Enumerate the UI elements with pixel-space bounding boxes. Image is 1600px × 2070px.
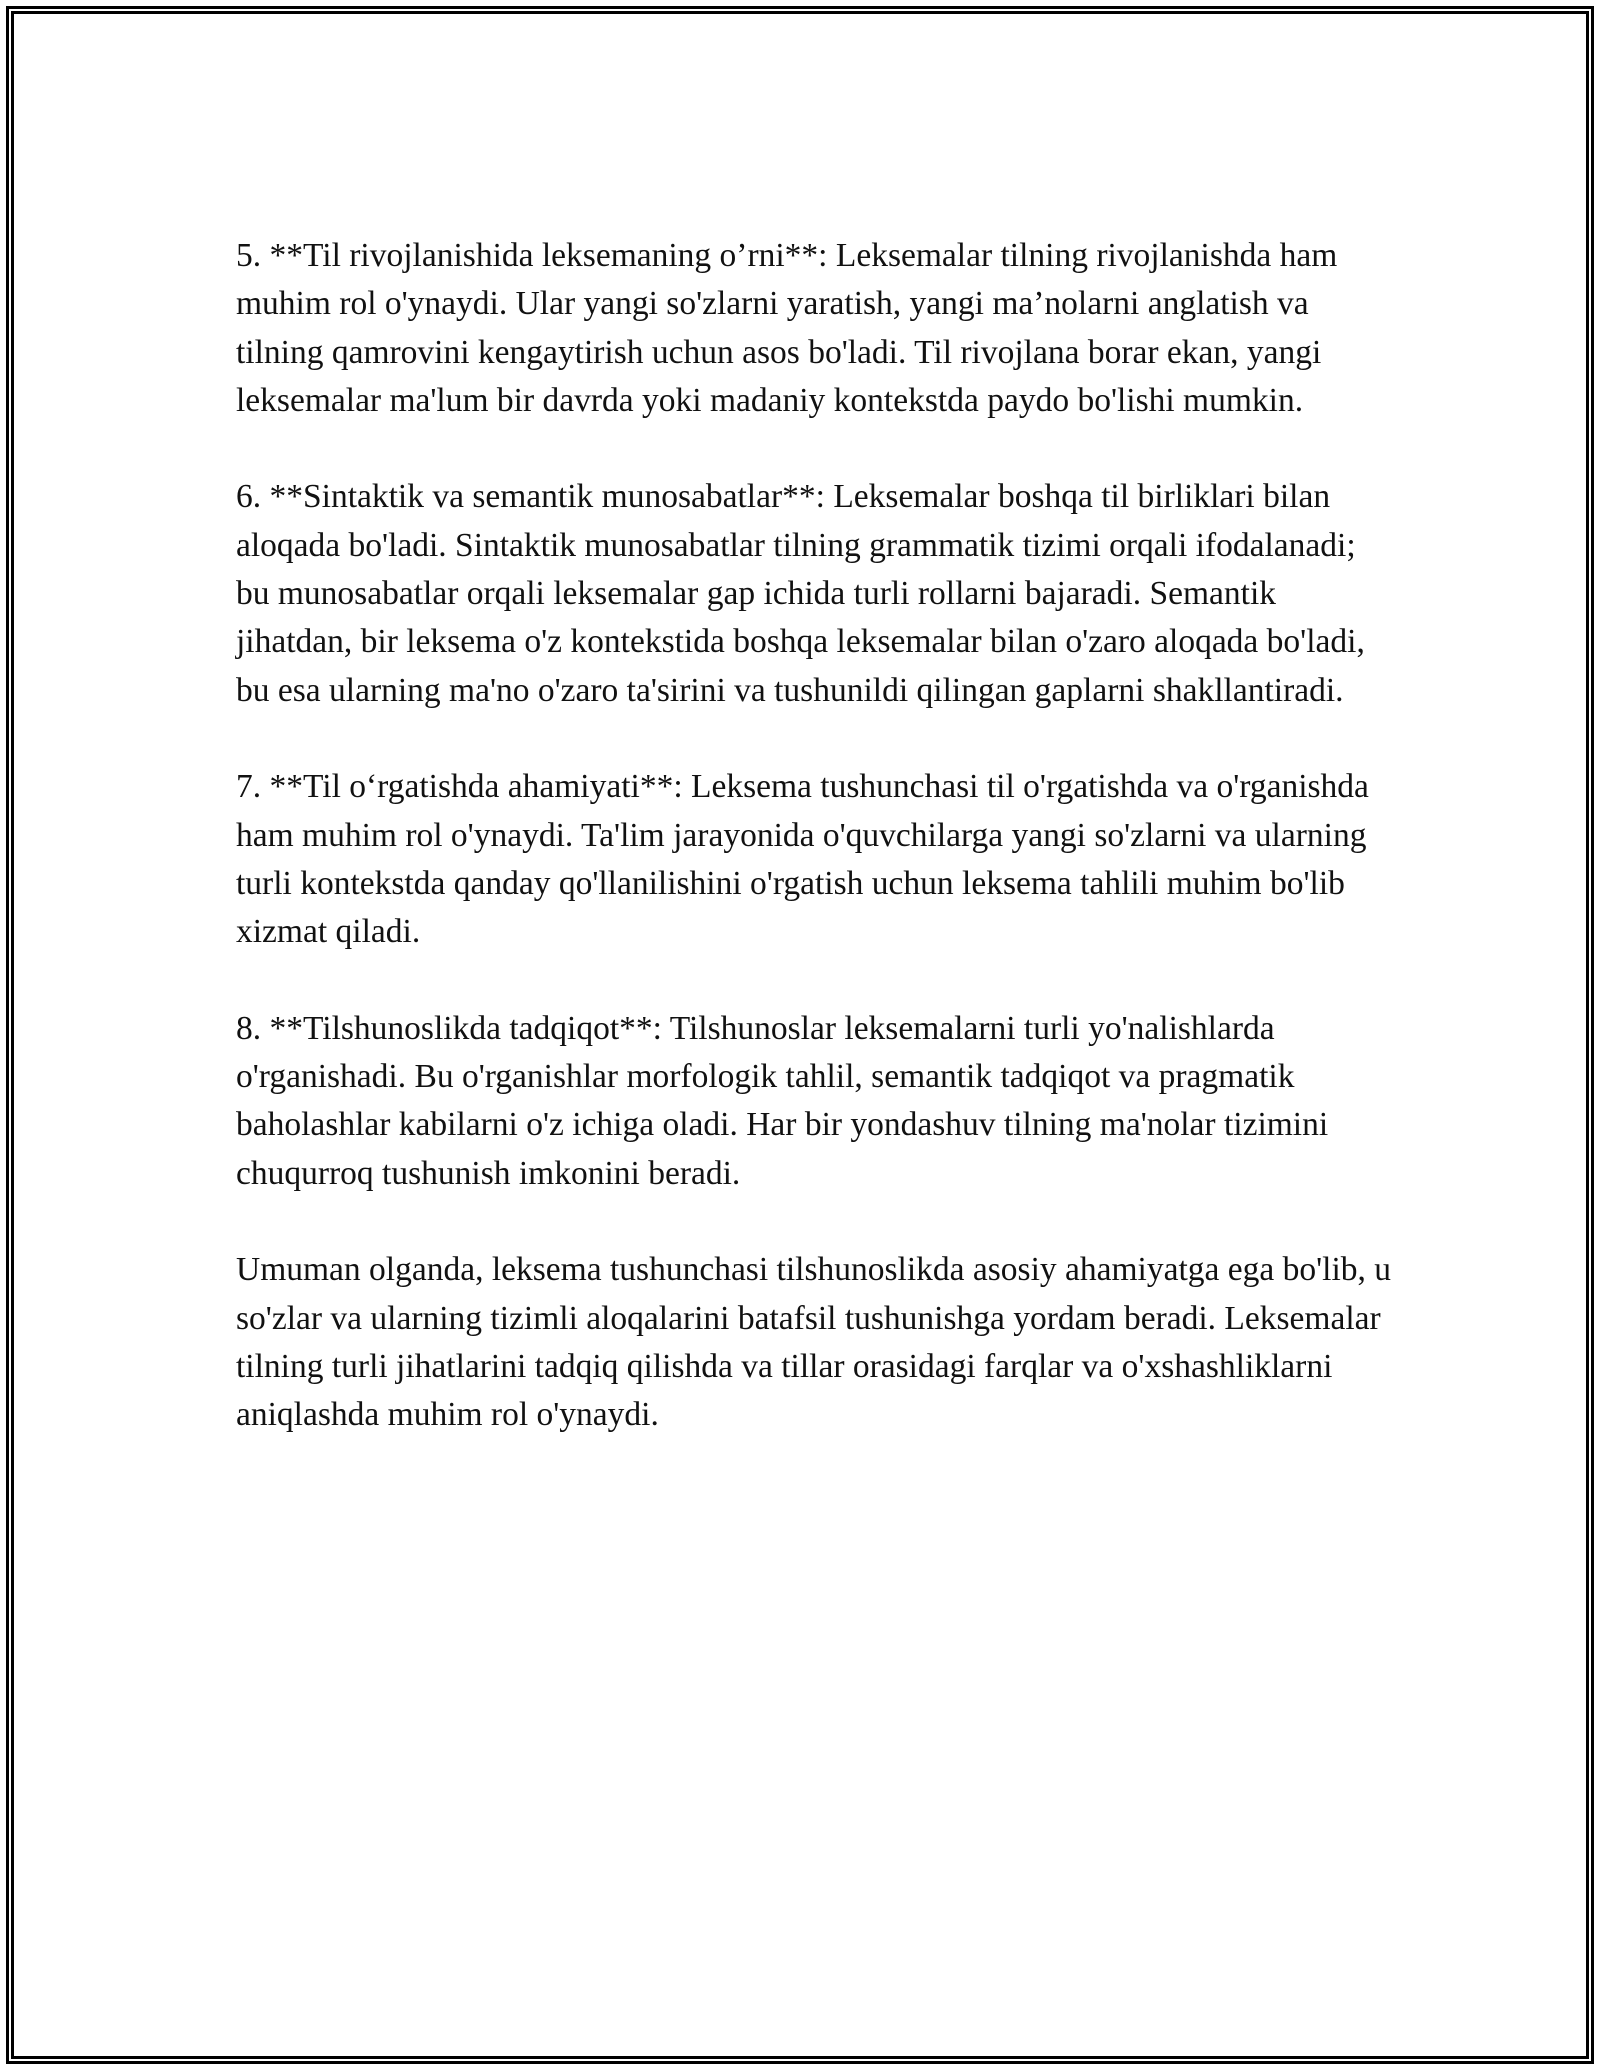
paragraph-5-language-development: 5. **Til rivojlanishida leksemaning o’rni**: Leksemalar tilning rivojlanishda ham muhim rol o'ynaydi. Ular yangi so'zlarni yaratish, yangi ma’nolarni anglatish va tilning qamrovini kengaytirish uchun asos bo'ladi. Til rivojlana borar ekan, yangi leksemalar ma'lum bir davrda yoki madaniy kontekstda paydo bo'lishi mumkin. bbox=[236, 237, 1338, 419]
paragraph-7-teaching-importance: 7. **Til o‘rgatishda ahamiyati**: Leksema tushunchasi til o'rgatishda va o'rganishda ham muhim rol o'ynaydi. Ta'lim jarayonida o'quvchilarga yangi so'zlarni va ularning turli kontekstda qanday qo'llanilishini o'rgatish uchun leksema tahlili muhim bo'lib xizmat qiladi. bbox=[236, 768, 1369, 951]
paragraph-8-linguistics-research: 8. **Tilshunoslikda tadqiqot**: Tilshunoslar leksemalarni turli yo'nalishlarda o'rganishadi. Bu o'rganishlar morfologik tahlil, semantik tadqiqot va pragmatik baholashlar kabilarni o'z ichiga oladi. Har bir yondashuv tilning ma'nolar tizimini chuqurroq tushunish imkonini beradi. bbox=[236, 1009, 1329, 1192]
paragraph-conclusion: Umuman olganda, leksema tushunchasi tilshunoslikda asosiy ahamiyatga ega bo'lib, u so'zlar va ularning tizimli aloqalarini batafsil tushunishga yordam beradi. Leksemalar tilning turli jihatlarini tadqiq qilishda va tillar orasidagi farqlar va o'xshashliklarni aniqlashda muhim rol o'ynaydi. bbox=[236, 1251, 1392, 1434]
document-body bbox=[236, 232, 1396, 1488]
paragraph-6-syntactic-semantic: 6. **Sintaktik va semantik munosabatlar**: Leksemalar boshqa til birliklari bilan aloqada bo'ladi. Sintaktik munosabatlar tilning grammatik tizimi orqali ifodalanadi; bu munosabatlar orqali leksemalar gap ichida turli rollarni bajaradi. Semantik jihatdan, bir leksema o'z kontekstida boshqa leksemalar bilan o'zaro aloqada bo'ladi, bu esa ularning ma'no o'zaro ta'sirini va tushunildi qilingan gaplarni shakllantiradi. bbox=[236, 478, 1365, 709]
